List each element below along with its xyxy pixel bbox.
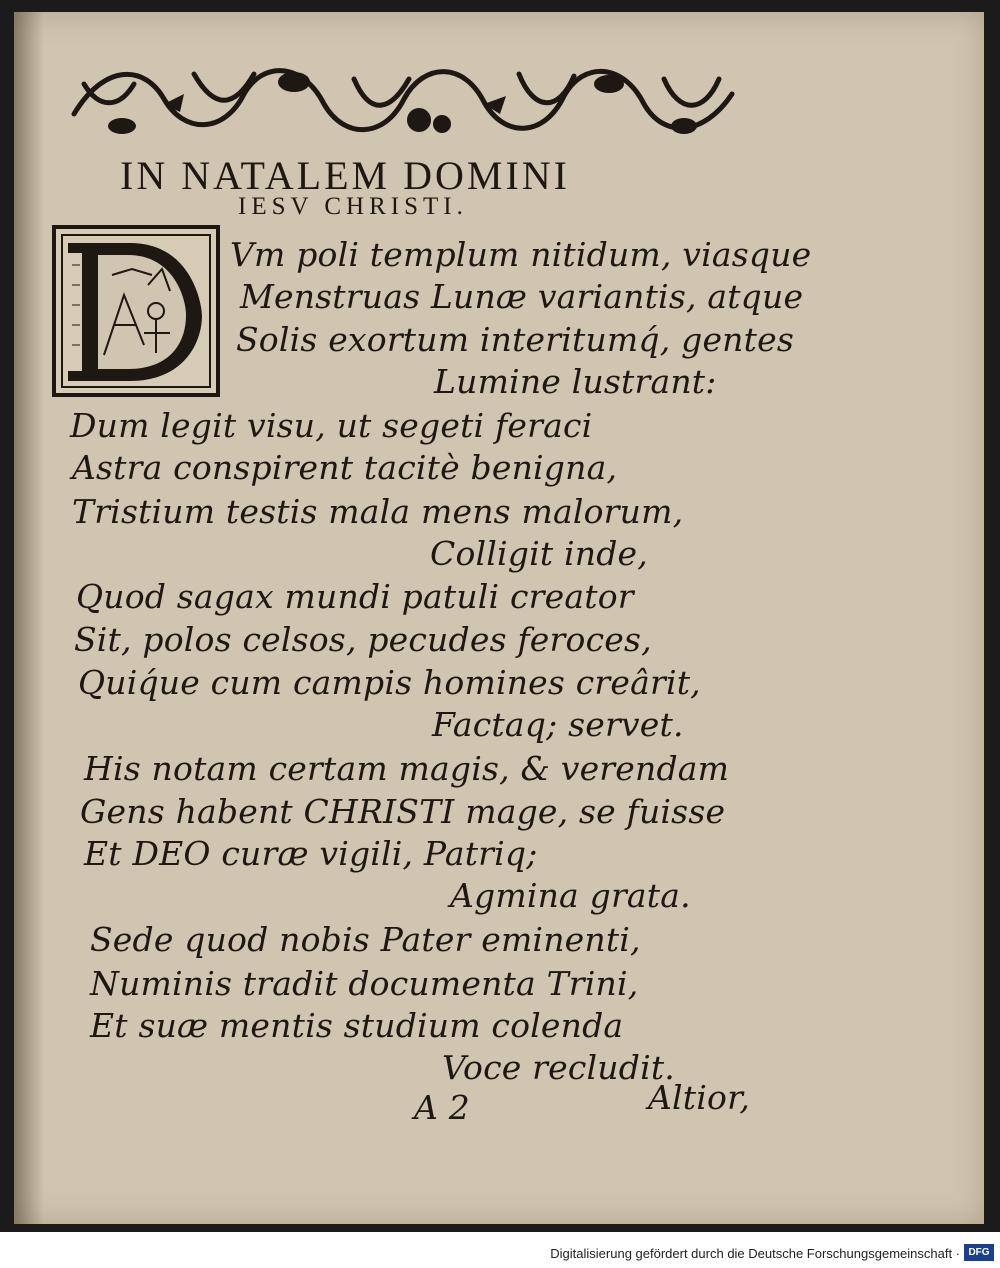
decorated-initial-d: [52, 225, 220, 397]
verse-line: Et suæ mentis studium colenda: [90, 1006, 624, 1045]
verse-line: Sede quod nobis Pater eminenti,: [90, 920, 641, 959]
digitization-credit: Digitalisierung gefördert durch die Deutsche Forschungsgemeinschaft ·: [550, 1246, 960, 1261]
verse-line: Solis exortum interitumq́, gentes: [236, 320, 794, 359]
verse-line: Tristium testis mala mens malorum,: [72, 492, 684, 531]
verse-line: Quod sagax mundi patuli creator: [76, 577, 634, 616]
page-gutter-shadow: [14, 12, 44, 1224]
verse-line: Quiq́ue cum campis homines creârit,: [78, 663, 701, 702]
verse-line: Dum legit visu, ut segeti feraci: [70, 406, 593, 445]
verse-line-refrain: Factaq; servet.: [432, 705, 684, 744]
verse-line-refrain: Voce recludit.: [442, 1048, 675, 1087]
verse-line: Numinis tradit documenta Trini,: [90, 964, 639, 1003]
verse-line: Sit, polos celsos, pecudes feroces,: [74, 620, 652, 659]
page-title: IN NATALEM DOMINI: [120, 153, 570, 198]
verse-line: Vm poli templum nitidum, viasque: [230, 235, 812, 274]
dfg-logo: DFG: [964, 1244, 994, 1261]
verse-line: Menstruas Lunæ variantis, atque: [240, 277, 804, 316]
verse-line: Gens habent CHRISTI mage, se fuisse: [80, 792, 726, 831]
page-subtitle: IESV CHRISTI.: [238, 193, 468, 220]
verse-line-refrain: Lumine lustrant:: [434, 362, 717, 401]
verse-line-refrain: Agmina grata.: [450, 876, 691, 915]
verse-line: His notam certam magis, & verendam: [84, 749, 730, 788]
woodcut-ornament: [64, 54, 740, 146]
verse-line-refrain: Colligit inde,: [430, 534, 648, 573]
verse-line: Astra conspirent tacitè benigna,: [72, 448, 618, 487]
signature-mark: A 2: [414, 1088, 470, 1127]
verse-line: Et DEO curæ vigili, Patriq;: [84, 834, 538, 873]
catchword: Altior,: [648, 1078, 751, 1117]
